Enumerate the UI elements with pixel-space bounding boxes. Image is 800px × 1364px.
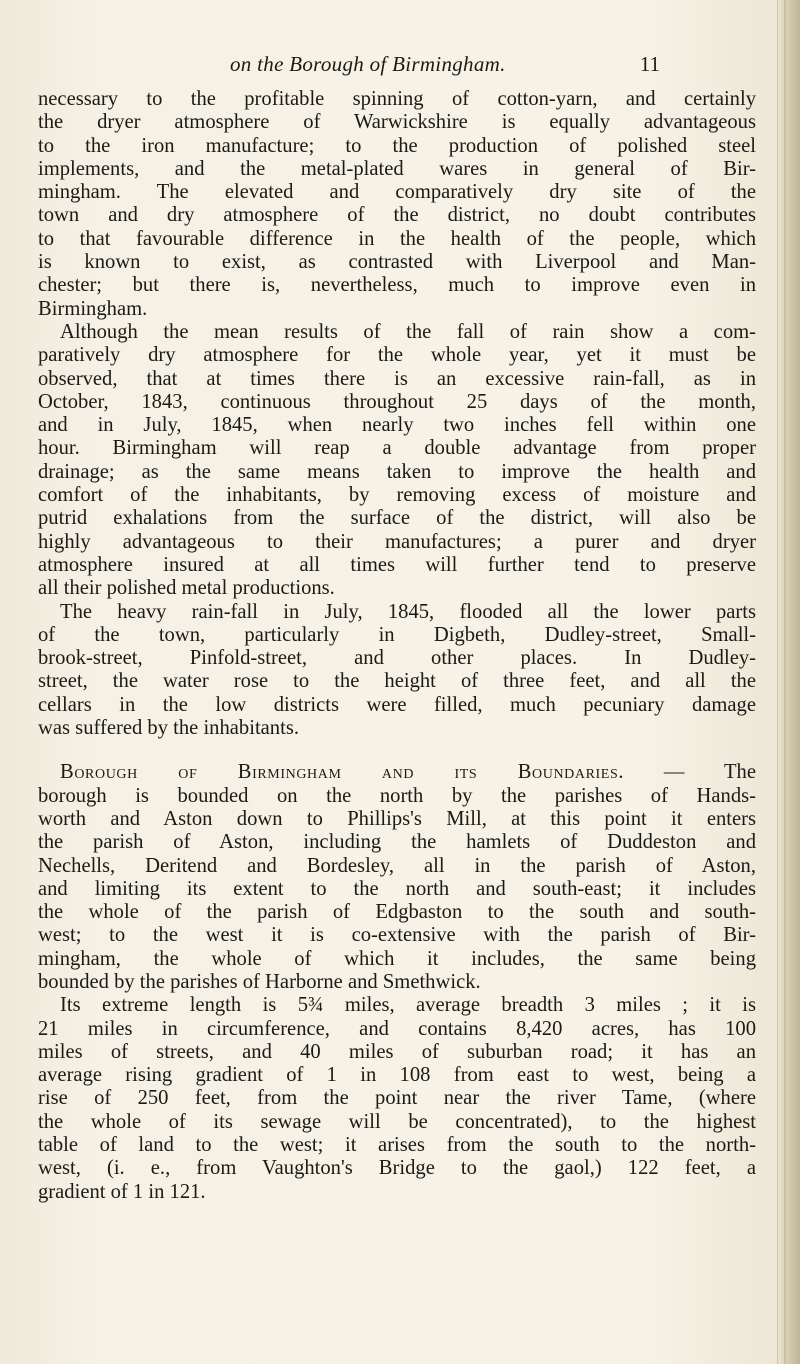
text-line: town and dry atmosphere of the district, no doubt contributes (38, 204, 756, 227)
text-line: worth and Aston down to Phillips's Mill, at this point it enters (38, 807, 756, 830)
text-line: miles of streets, and 40 miles of suburban road; it has an (38, 1040, 756, 1063)
text-line: borough is bounded on the north by the parishes of Hands- (38, 784, 756, 807)
text-line: 21 miles in circumference, and contains 8,420 acres, has 100 (38, 1017, 756, 1040)
text-line: Although the mean results of the fall of rain show a com- (60, 320, 756, 343)
page-edge (777, 0, 800, 1364)
text-line: the whole of its sewage will be concentrated), to the highest (38, 1110, 756, 1133)
text-line: mingham. The elevated and comparatively dry site of the (38, 181, 756, 204)
text-line: and in July, 1845, when nearly two inches fell within one (38, 414, 756, 437)
text-line: rise of 250 feet, from the point near the river Tame, (where (38, 1087, 756, 1110)
text-line: street, the water rose to the height of three feet, and all the (38, 670, 756, 693)
paragraph (38, 994, 756, 1204)
page-number: 11 (639, 52, 660, 76)
text-line: average rising gradient of 1 in 108 from east to west, being a (38, 1064, 756, 1087)
running-head: on the Borough of Birmingham. (230, 52, 506, 76)
text-line: putrid exhalations from the surface of the district, will also be (38, 507, 756, 530)
text-line (38, 761, 756, 784)
text-line: comfort of the inhabitants, by removing excess of moisture and (38, 484, 756, 507)
paragraph (38, 761, 756, 994)
text-line: to that favourable difference in the health of the people, which (38, 227, 756, 250)
paragraph (38, 601, 756, 741)
text-line: Birmingham. (38, 297, 148, 320)
text-line: cellars in the low districts were filled, much pecuniary damage (38, 693, 756, 716)
text-line: bounded by the parishes of Harborne and Smethwick. (38, 970, 481, 993)
text-line: chester; but there is, nevertheless, much to improve even in (38, 274, 756, 297)
text-line: necessary to the profitable spinning of cotton-yarn, and certainly (38, 88, 756, 110)
text-line: hour. Birmingham will reap a double advantage from proper (38, 437, 756, 460)
text-line: highly advantageous to their manufactures; a purer and dryer (38, 530, 756, 553)
text-line: The heavy rain-fall in July, 1845, flooded all the lower parts (60, 600, 756, 623)
text-fragment: — The (624, 761, 756, 784)
text-line: the dryer atmosphere of Warwickshire is equally advantageous (38, 111, 756, 134)
text-line: Its extreme length is 5¾ miles, average breadth 3 miles ; it is (60, 994, 756, 1017)
text-line: and limiting its extent to the north and south-east; it includes (38, 877, 756, 900)
text-line: Nechells, Deritend and Bordesley, all in the parish of Aston, (38, 854, 756, 877)
paragraph (38, 321, 756, 601)
body-text (38, 88, 756, 1204)
text-line: west; to the west it is co-extensive with the parish of Bir- (38, 924, 756, 947)
section-heading: Borough of Birmingham and its Boundaries. (60, 761, 625, 784)
text-line: west, (i. e., from Vaughton's Bridge to the gaol,) 122 feet, a (38, 1157, 756, 1180)
text-line: brook-street, Pinfold-street, and other places. In Dudley- (38, 647, 756, 670)
text-line: mingham, the whole of which it includes, the same being (38, 947, 756, 970)
text-line: the parish of Aston, including the hamlets of Duddeston and (38, 831, 756, 854)
text-line: is known to exist, as contrasted with Liverpool and Man- (38, 251, 756, 274)
text-line: was suffered by the inhabitants. (38, 717, 299, 740)
paragraph (38, 88, 756, 321)
page-header (230, 52, 660, 82)
text-line: to the iron manufacture; to the production of polished steel (38, 134, 756, 157)
text-line: drainage; as the same means taken to improve the health and (38, 460, 756, 483)
text-line: atmosphere insured at all times will further tend to preserve (38, 553, 756, 576)
text-line: observed, that at times there is an excessive rain-fall, as in (38, 367, 756, 390)
text-line: paratively dry atmosphere for the whole year, yet it must be (38, 344, 756, 367)
text-line: implements, and the metal-plated wares in general of Bir- (38, 157, 756, 180)
section-gap (38, 740, 756, 761)
text-line: the whole of the parish of Edgbaston to the south and south- (38, 901, 756, 924)
text-line: all their polished metal productions. (38, 577, 335, 600)
text-line: table of land to the west; it arises from the south to the north- (38, 1134, 756, 1157)
text-line: of the town, particularly in Digbeth, Dudley-street, Small- (38, 623, 756, 646)
text-line: October, 1843, continuous throughout 25 days of the month, (38, 390, 756, 413)
text-line: gradient of 1 in 121. (38, 1180, 206, 1203)
